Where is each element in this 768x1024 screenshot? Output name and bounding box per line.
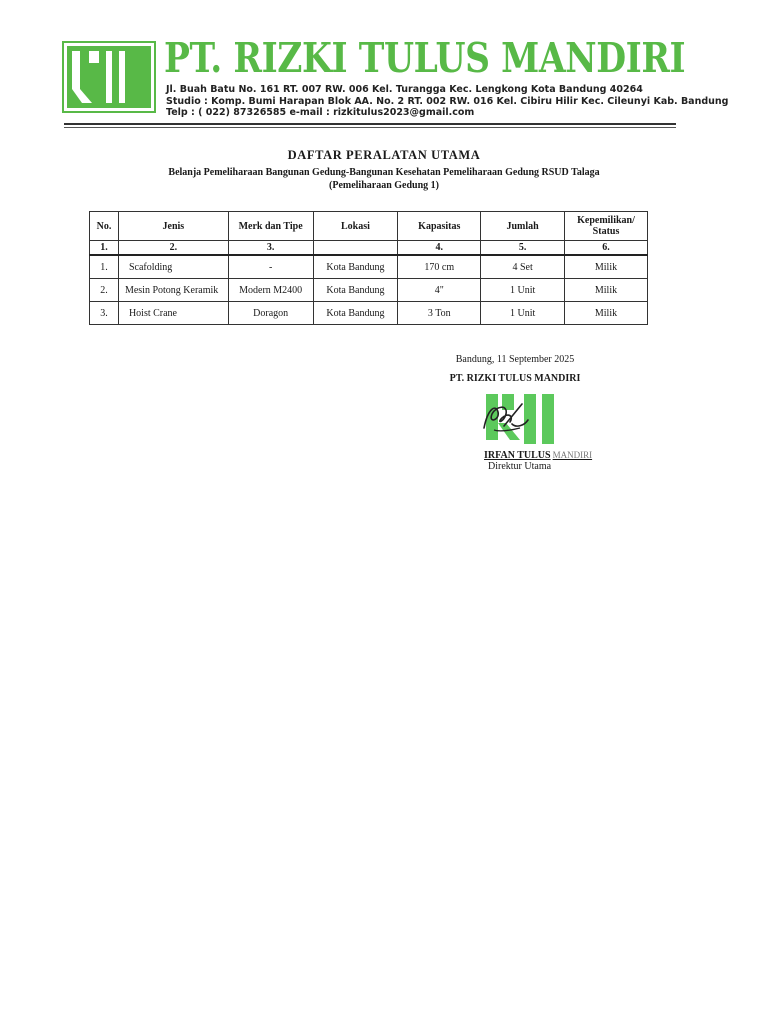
numbering-cell: 6. [565, 241, 648, 256]
cell-lokasi: Kota Bandung [313, 255, 398, 279]
cell-status: Milik [565, 279, 648, 302]
header-jenis: Jenis [118, 212, 228, 241]
company-name: PT. RIZKI TULUS MANDIRI [164, 34, 686, 82]
cell-status: Milik [565, 302, 648, 325]
cell-status: Milik [565, 255, 648, 279]
table-row [90, 255, 648, 279]
cell-kapasitas: 170 cm [398, 255, 481, 279]
table-header-row [90, 212, 648, 241]
table-row [90, 279, 648, 302]
table-numbering-row [90, 241, 648, 256]
header-lokasi: Lokasi [313, 212, 398, 241]
header-jumlah: Jumlah [481, 212, 565, 241]
cell-lokasi: Kota Bandung [313, 279, 398, 302]
company-studio-address: Studio : Komp. Bumi Harapan Blok AA. No. 2 RT. 002 RW. 016 Kel. Cibiru Hilir Kec. Cileunyi Kab. Bandung [166, 96, 729, 107]
cell-merk: Modern M2400 [228, 279, 313, 302]
cell-merk: - [228, 255, 313, 279]
numbering-cell: 5. [481, 241, 565, 256]
cell-jumlah: 4 Set [481, 255, 565, 279]
cell-kapasitas: 3 Ton [398, 302, 481, 325]
stamp-text: MANDIRI [552, 450, 593, 460]
numbering-cell: 3. [228, 241, 313, 256]
table-row [90, 302, 648, 325]
company-address: Jl. Buah Batu No. 161 RT. 007 RW. 006 Kel. Turangga Kec. Lengkong Kota Bandung 40264 [166, 84, 643, 95]
cell-no: 2. [90, 279, 119, 302]
company-contact: Telp : ( 022) 87326585 e-mail : rizkitulus2023@gmail.com [166, 107, 475, 118]
document-title: DAFTAR PERALATAN UTAMA [287, 148, 481, 162]
numbering-cell: 2. [118, 241, 228, 256]
cell-jumlah: 1 Unit [481, 302, 565, 325]
letterhead-divider-thin [64, 127, 676, 128]
document-subtitle: Belanja Pemeliharaan Bangunan Gedung-Bangunan Kesehatan Pemeliharaan Gedung RSUD Talaga [168, 167, 600, 178]
cell-no: 1. [90, 255, 119, 279]
numbering-cell: 4. [398, 241, 481, 256]
header-kapasitas: Kapasitas [398, 212, 481, 241]
cell-jenis: Scafolding [118, 255, 228, 279]
numbering-cell [313, 241, 398, 256]
signatory-name-text: IRFAN TULUS [484, 450, 551, 461]
header-status: Kepemilikan/ Status [565, 212, 648, 241]
signatory-role: Direktur Utama [488, 461, 552, 472]
cell-jenis: Hoist Crane [118, 302, 228, 325]
document-subtitle-2: (Pemeliharaan Gedung 1) [329, 180, 439, 191]
header-no: No. [90, 212, 119, 241]
equipment-table [89, 211, 648, 325]
letterhead-divider [64, 123, 676, 125]
cell-lokasi: Kota Bandung [313, 302, 398, 325]
cell-jumlah: 1 Unit [481, 279, 565, 302]
cell-jenis: Mesin Potong Keramik [118, 279, 228, 302]
cell-no: 3. [90, 302, 119, 325]
signature-block [440, 354, 590, 384]
numbering-cell: 1. [90, 241, 119, 256]
signature-company: PT. RIZKI TULUS MANDIRI [449, 373, 581, 384]
company-logo-icon [62, 41, 156, 113]
header-merk: Merk dan Tipe [228, 212, 313, 241]
cell-kapasitas: 4" [398, 279, 481, 302]
cell-merk: Doragon [228, 302, 313, 325]
handwritten-signature-icon [474, 398, 534, 438]
signature-place-date: Bandung, 11 September 2025 [455, 354, 575, 365]
signatory-name [484, 450, 592, 461]
